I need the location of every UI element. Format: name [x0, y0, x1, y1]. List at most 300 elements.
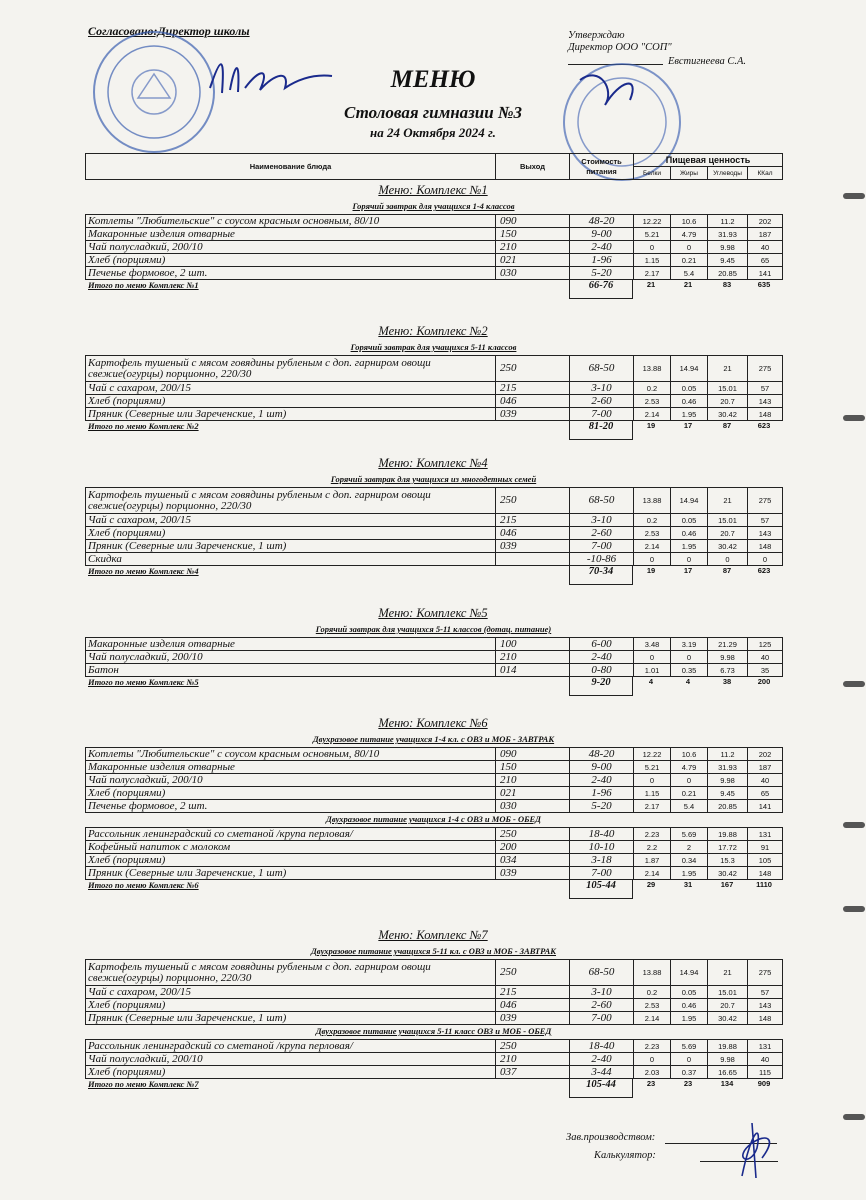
- cell-kcal: 115: [748, 1066, 783, 1079]
- cell-protein: 0: [634, 241, 671, 254]
- cell-protein: 13.88: [634, 356, 671, 382]
- menu-table: [85, 214, 783, 280]
- cell-output: 150: [496, 761, 570, 774]
- total-protein: 19: [646, 566, 656, 575]
- cell-cost: 68-50: [570, 960, 634, 986]
- cell-carbs: 11.2: [708, 215, 748, 228]
- binder-hole-icon: [843, 822, 865, 828]
- total-fat: 4: [685, 677, 691, 686]
- cell-fat: 1.95: [671, 408, 708, 421]
- cell-name: Чай с сахаром, 200/15: [86, 514, 496, 527]
- binder-hole-icon: [843, 193, 865, 199]
- cell-fat: 0.21: [671, 787, 708, 800]
- cell-kcal: 143: [748, 999, 783, 1012]
- binder-hole-icon: [843, 681, 865, 687]
- total-protein: 19: [646, 421, 656, 430]
- cell-cost: 7-00: [570, 408, 634, 421]
- cell-fat: 1.95: [671, 1012, 708, 1025]
- cell-output: 210: [496, 1053, 570, 1066]
- cell-protein: 2.53: [634, 527, 671, 540]
- cell-protein: 0.2: [634, 382, 671, 395]
- cell-carbs: 21.29: [708, 638, 748, 651]
- cell-fat: 0.05: [671, 514, 708, 527]
- cell-fat: 1.95: [671, 867, 708, 880]
- cell-fat: 0.34: [671, 854, 708, 867]
- table-row: [86, 382, 783, 395]
- table-row: [86, 241, 783, 254]
- cell-output: 250: [496, 828, 570, 841]
- total-cost: 66-76: [569, 279, 633, 299]
- cell-carbs: 9.98: [708, 774, 748, 787]
- cell-carbs: 0: [708, 553, 748, 566]
- cell-cost: 6-00: [570, 638, 634, 651]
- total-carbs: 83: [722, 280, 732, 289]
- complex-title: Меню: Комплекс №1: [378, 183, 488, 197]
- cell-cost: 3-10: [570, 986, 634, 999]
- cell-carbs: 17.72: [708, 841, 748, 854]
- cell-output: 090: [496, 215, 570, 228]
- total-label: Итого по меню Комплекс №1: [88, 280, 199, 290]
- cell-name: Чай с сахаром, 200/15: [86, 382, 496, 395]
- cell-kcal: 141: [748, 267, 783, 280]
- total-label: Итого по меню Комплекс №6: [88, 880, 199, 890]
- cell-kcal: 125: [748, 638, 783, 651]
- total-fat: 31: [683, 880, 693, 889]
- cell-cost: 5-20: [570, 267, 634, 280]
- cell-cost: 18-40: [570, 1040, 634, 1053]
- cell-kcal: 275: [748, 356, 783, 382]
- footer-production: Зав.производством:: [566, 1132, 656, 1143]
- cell-cost: 2-60: [570, 527, 634, 540]
- cell-kcal: 105: [748, 854, 783, 867]
- cell-kcal: 202: [748, 748, 783, 761]
- cell-carbs: 31.93: [708, 228, 748, 241]
- total-kcal: 623: [757, 566, 771, 575]
- cell-output: 046: [496, 395, 570, 408]
- cell-carbs: 20.7: [708, 999, 748, 1012]
- header-protein: Белки: [634, 167, 671, 180]
- cell-fat: 0.46: [671, 395, 708, 408]
- cell-carbs: 9.98: [708, 651, 748, 664]
- table-row: [86, 408, 783, 421]
- table-row: [86, 356, 783, 382]
- cell-output: 250: [496, 356, 570, 382]
- cell-name: Картофель тушеный с мясом говядины рубленым с доп. гарниром овощи свежие(огурцы) порционно, 220/30: [86, 960, 496, 986]
- cell-name: Скидка: [86, 553, 496, 566]
- cell-output: 200: [496, 841, 570, 854]
- cell-fat: 2: [671, 841, 708, 854]
- page-subtitle: Столовая гимназии №3: [343, 103, 523, 122]
- table-row: [86, 267, 783, 280]
- cell-fat: 0: [671, 774, 708, 787]
- cell-fat: 0.21: [671, 254, 708, 267]
- column-header: [85, 153, 783, 180]
- cell-fat: 0.46: [671, 999, 708, 1012]
- complex-subtitle: Горячий завтрак для учащихся 1-4 классов: [352, 201, 515, 211]
- complex-title: Меню: Комплекс №5: [378, 606, 488, 620]
- table-row: [86, 514, 783, 527]
- complex-subtitle-2: Двухразовое питание учащихся 1-4 с ОВЗ и МОБ - ОБЕД: [326, 814, 541, 824]
- cell-protein: 2.03: [634, 1066, 671, 1079]
- cell-name: Котлеты "Любительские" с соусом красным основным, 80/10: [86, 748, 496, 761]
- header-fat: Жиры: [671, 167, 708, 180]
- table-row: [86, 638, 783, 651]
- cell-cost: 1-96: [570, 787, 634, 800]
- table-row: [86, 800, 783, 813]
- cell-kcal: 40: [748, 1053, 783, 1066]
- cell-carbs: 16.65: [708, 1066, 748, 1079]
- menu-table: [85, 355, 783, 421]
- cell-protein: 2.2: [634, 841, 671, 854]
- table-row: [86, 553, 783, 566]
- cell-carbs: 6.73: [708, 664, 748, 677]
- cell-kcal: 131: [748, 828, 783, 841]
- cell-carbs: 20.7: [708, 395, 748, 408]
- cell-cost: 3-18: [570, 854, 634, 867]
- cell-cost: 7-00: [570, 1012, 634, 1025]
- cell-cost: 1-96: [570, 254, 634, 267]
- cell-output: 034: [496, 854, 570, 867]
- cell-fat: 10.6: [671, 748, 708, 761]
- total-label: Итого по меню Комплекс №7: [88, 1079, 199, 1089]
- cell-protein: 2.23: [634, 828, 671, 841]
- cell-protein: 2.14: [634, 1012, 671, 1025]
- table-row: [86, 1012, 783, 1025]
- cell-cost: 18-40: [570, 828, 634, 841]
- cell-carbs: 11.2: [708, 748, 748, 761]
- cell-name: Хлеб (порциями): [86, 527, 496, 540]
- approval-right-name: Евстигнеева С.А.: [668, 56, 746, 67]
- binder-hole-icon: [843, 415, 865, 421]
- cell-fat: 4.79: [671, 228, 708, 241]
- cell-name: Хлеб (порциями): [86, 999, 496, 1012]
- total-kcal: 909: [757, 1079, 771, 1088]
- cell-output: 046: [496, 999, 570, 1012]
- total-fat: 17: [683, 566, 693, 575]
- cell-output: 210: [496, 774, 570, 787]
- cell-output: 215: [496, 382, 570, 395]
- page-title: МЕНЮ: [390, 66, 476, 93]
- cell-name: Пряник (Северные или Зареченские, 1 шт): [86, 1012, 496, 1025]
- cell-kcal: 187: [748, 761, 783, 774]
- cell-name: Хлеб (порциями): [86, 854, 496, 867]
- cell-kcal: 275: [748, 960, 783, 986]
- cell-kcal: 65: [748, 254, 783, 267]
- cell-protein: 2.14: [634, 408, 671, 421]
- table-row: [86, 488, 783, 514]
- cell-protein: 1.15: [634, 787, 671, 800]
- table-row: [86, 527, 783, 540]
- cell-protein: 3.48: [634, 638, 671, 651]
- cell-fat: 0.35: [671, 664, 708, 677]
- cell-carbs: 9.45: [708, 254, 748, 267]
- cell-cost: 2-40: [570, 774, 634, 787]
- cell-carbs: 20.7: [708, 527, 748, 540]
- cell-protein: 13.88: [634, 960, 671, 986]
- cell-carbs: 30.42: [708, 1012, 748, 1025]
- cell-name: Хлеб (порциями): [86, 787, 496, 800]
- cell-output: 215: [496, 514, 570, 527]
- cell-fat: 0.46: [671, 527, 708, 540]
- total-protein: 21: [646, 280, 656, 289]
- cell-name: Чай полусладкий, 200/10: [86, 651, 496, 664]
- cell-protein: 2.23: [634, 1040, 671, 1053]
- approval-left: Согласовано:Директор школы: [88, 24, 250, 38]
- complex-title: Меню: Комплекс №7: [378, 928, 488, 942]
- cell-name: Картофель тушеный с мясом говядины рубленым с доп. гарниром овощи свежие(огурцы) порционно, 220/30: [86, 488, 496, 514]
- menu-table: [85, 637, 783, 677]
- cell-protein: 5.21: [634, 761, 671, 774]
- cell-protein: 2.53: [634, 395, 671, 408]
- total-protein: 29: [646, 880, 656, 889]
- cell-carbs: 20.85: [708, 800, 748, 813]
- header-nutrition: Пищевая ценность: [634, 154, 783, 167]
- complex-subtitle-2: Двухразовое питание учащихся 5-11 класс ОВЗ и МОБ - ОБЕД: [315, 1026, 552, 1036]
- menu-table: [85, 487, 783, 566]
- table-row: [86, 867, 783, 880]
- approval-right-line2: Директор ООО "СОП": [568, 42, 672, 53]
- cell-protein: 2.17: [634, 267, 671, 280]
- table-row: [86, 828, 783, 841]
- cell-kcal: 148: [748, 540, 783, 553]
- cell-output: 030: [496, 267, 570, 280]
- complex-subtitle: Горячий завтрак для учащихся 5-11 классов (дотац. питание): [315, 624, 552, 634]
- cell-fat: 14.94: [671, 960, 708, 986]
- cell-protein: 0: [634, 553, 671, 566]
- cell-name: Батон: [86, 664, 496, 677]
- cell-output: 039: [496, 408, 570, 421]
- table-row: [86, 960, 783, 986]
- complex-title: Меню: Комплекс №6: [378, 716, 488, 730]
- cell-name: Пряник (Северные или Зареченские, 1 шт): [86, 408, 496, 421]
- cell-kcal: 143: [748, 527, 783, 540]
- menu-table: [85, 747, 783, 813]
- cell-protein: 12.22: [634, 748, 671, 761]
- cell-kcal: 57: [748, 382, 783, 395]
- total-label: Итого по меню Комплекс №2: [88, 421, 199, 431]
- table-row: [86, 841, 783, 854]
- cell-carbs: 21: [708, 960, 748, 986]
- cell-protein: 2.17: [634, 800, 671, 813]
- footer-calculator: Калькулятор:: [594, 1150, 656, 1161]
- cell-name: Печенье формовое, 2 шт.: [86, 267, 496, 280]
- cell-protein: 12.22: [634, 215, 671, 228]
- table-row: [86, 787, 783, 800]
- cell-kcal: 40: [748, 774, 783, 787]
- total-fat: 17: [683, 421, 693, 430]
- approval-right-line1: Утверждаю: [568, 30, 625, 41]
- cell-fat: 5.4: [671, 800, 708, 813]
- table-row: [86, 1053, 783, 1066]
- cell-output: 215: [496, 986, 570, 999]
- table-row: [86, 999, 783, 1012]
- total-carbs: 38: [722, 677, 732, 686]
- header-name: Наименование блюда: [86, 154, 496, 180]
- cell-carbs: 31.93: [708, 761, 748, 774]
- cell-fat: 14.94: [671, 488, 708, 514]
- cell-fat: 0: [671, 1053, 708, 1066]
- cell-kcal: 57: [748, 514, 783, 527]
- cell-carbs: 9.98: [708, 241, 748, 254]
- table-row: [86, 254, 783, 267]
- cell-protein: 5.21: [634, 228, 671, 241]
- total-kcal: 623: [757, 421, 771, 430]
- page-date: на 24 Октября 2024 г.: [370, 125, 496, 140]
- cell-carbs: 30.42: [708, 540, 748, 553]
- cell-name: Хлеб (порциями): [86, 395, 496, 408]
- cell-output: 030: [496, 800, 570, 813]
- cell-carbs: 20.85: [708, 267, 748, 280]
- header-output: Выход: [496, 154, 570, 180]
- table-row: [86, 664, 783, 677]
- cell-kcal: 91: [748, 841, 783, 854]
- calculator-signature-icon: [722, 1118, 782, 1180]
- total-cost: 105-44: [569, 879, 633, 899]
- cell-carbs: 30.42: [708, 408, 748, 421]
- cell-protein: 2.53: [634, 999, 671, 1012]
- cell-fat: 0.37: [671, 1066, 708, 1079]
- total-kcal: 635: [757, 280, 771, 289]
- cell-kcal: 65: [748, 787, 783, 800]
- table-row: [86, 774, 783, 787]
- cell-name: Чай с сахаром, 200/15: [86, 986, 496, 999]
- cell-cost: 0-80: [570, 664, 634, 677]
- table-row: [86, 540, 783, 553]
- table-row: [86, 761, 783, 774]
- table-row: [86, 986, 783, 999]
- cell-cost: 2-40: [570, 1053, 634, 1066]
- cell-name: Рассольник ленинградский со сметаной /крупа перловая/: [86, 1040, 496, 1053]
- binder-hole-icon: [843, 906, 865, 912]
- table-row: [86, 215, 783, 228]
- cell-carbs: 9.45: [708, 787, 748, 800]
- cell-name: Рассольник ленинградский со сметаной /крупа перловая/: [86, 828, 496, 841]
- cell-fat: 1.95: [671, 540, 708, 553]
- cell-cost: 10-10: [570, 841, 634, 854]
- cell-kcal: 187: [748, 228, 783, 241]
- cell-carbs: 15.3: [708, 854, 748, 867]
- header-carbs: Углеводы: [708, 167, 748, 180]
- cell-fat: 10.6: [671, 215, 708, 228]
- complex-subtitle: Двухразовое питание учащихся 1-4 кл. с ОВЗ и МОБ - ЗАВТРАК: [312, 734, 555, 744]
- cell-output: 210: [496, 241, 570, 254]
- cell-cost: 3-10: [570, 514, 634, 527]
- complex-subtitle: Горячий завтрак для учащихся из многодетных семей: [330, 474, 537, 484]
- cell-name: Чай полусладкий, 200/10: [86, 1053, 496, 1066]
- total-carbs: 87: [722, 421, 732, 430]
- total-carbs: 134: [720, 1079, 734, 1088]
- cell-name: Чай полусладкий, 200/10: [86, 774, 496, 787]
- cell-name: Котлеты "Любительские" с соусом красным основным, 80/10: [86, 215, 496, 228]
- cell-fat: 0: [671, 553, 708, 566]
- cell-carbs: 15.01: [708, 382, 748, 395]
- table-row: [86, 395, 783, 408]
- cell-fat: 0.05: [671, 986, 708, 999]
- cell-kcal: 131: [748, 1040, 783, 1053]
- menu-table: [85, 959, 783, 1025]
- total-kcal: 1110: [756, 880, 772, 889]
- cell-protein: 2.14: [634, 540, 671, 553]
- cell-carbs: 15.01: [708, 514, 748, 527]
- cell-name: Печенье формовое, 2 шт.: [86, 800, 496, 813]
- cell-name: Хлеб (порциями): [86, 254, 496, 267]
- cell-output: 039: [496, 867, 570, 880]
- cell-protein: 2.14: [634, 867, 671, 880]
- total-cost: 70-34: [569, 565, 633, 585]
- cell-cost: 2-60: [570, 999, 634, 1012]
- complex-subtitle: Двухразовое питание учащихся 5-11 кл. с ОВЗ и МОБ - ЗАВТРАК: [310, 946, 557, 956]
- total-protein: 4: [648, 677, 654, 686]
- cell-cost: 2-40: [570, 241, 634, 254]
- cell-cost: 2-60: [570, 395, 634, 408]
- cell-output: 039: [496, 540, 570, 553]
- cell-name: Пряник (Северные или Зареченские, 1 шт): [86, 867, 496, 880]
- cell-output: 250: [496, 1040, 570, 1053]
- table-row: [86, 228, 783, 241]
- table-row: [86, 748, 783, 761]
- cell-output: 046: [496, 527, 570, 540]
- cell-kcal: 40: [748, 241, 783, 254]
- cell-kcal: 148: [748, 1012, 783, 1025]
- header-cost: Стоимость питания: [570, 154, 634, 180]
- cell-name: Хлеб (порциями): [86, 1066, 496, 1079]
- cell-kcal: 35: [748, 664, 783, 677]
- cell-cost: 68-50: [570, 356, 634, 382]
- cell-output: 014: [496, 664, 570, 677]
- cell-protein: 13.88: [634, 488, 671, 514]
- cell-kcal: 148: [748, 867, 783, 880]
- cell-kcal: 141: [748, 800, 783, 813]
- cell-cost: 9-00: [570, 761, 634, 774]
- cell-output: 021: [496, 254, 570, 267]
- cell-carbs: 19.88: [708, 1040, 748, 1053]
- cell-kcal: 0: [748, 553, 783, 566]
- cell-carbs: 21: [708, 356, 748, 382]
- binder-hole-icon: [843, 1114, 865, 1120]
- cell-name: Пряник (Северные или Зареченские, 1 шт): [86, 540, 496, 553]
- cell-fat: 5.69: [671, 1040, 708, 1053]
- cell-fat: 0.05: [671, 382, 708, 395]
- total-fat: 23: [683, 1079, 693, 1088]
- cell-kcal: 40: [748, 651, 783, 664]
- total-carbs: 87: [722, 566, 732, 575]
- cell-fat: 0: [671, 651, 708, 664]
- table-row: [86, 1040, 783, 1053]
- table-row: [86, 854, 783, 867]
- cell-cost: -10-86: [570, 553, 634, 566]
- cell-output: 037: [496, 1066, 570, 1079]
- cell-output: 250: [496, 960, 570, 986]
- menu-table: [85, 827, 783, 880]
- cell-carbs: 30.42: [708, 867, 748, 880]
- complex-subtitle: Горячий завтрак для учащихся 5-11 классов: [350, 342, 517, 352]
- cell-protein: 0: [634, 1053, 671, 1066]
- total-protein: 23: [646, 1079, 656, 1088]
- cell-protein: 1.87: [634, 854, 671, 867]
- cell-cost: 5-20: [570, 800, 634, 813]
- table-row: [86, 651, 783, 664]
- cell-cost: 3-44: [570, 1066, 634, 1079]
- cell-carbs: 9.98: [708, 1053, 748, 1066]
- cell-protein: 0: [634, 651, 671, 664]
- cell-protein: 0.2: [634, 514, 671, 527]
- total-carbs: 167: [720, 880, 734, 889]
- cell-carbs: 21: [708, 488, 748, 514]
- cell-kcal: 202: [748, 215, 783, 228]
- cell-output: 090: [496, 748, 570, 761]
- cell-fat: 5.4: [671, 267, 708, 280]
- cell-kcal: 275: [748, 488, 783, 514]
